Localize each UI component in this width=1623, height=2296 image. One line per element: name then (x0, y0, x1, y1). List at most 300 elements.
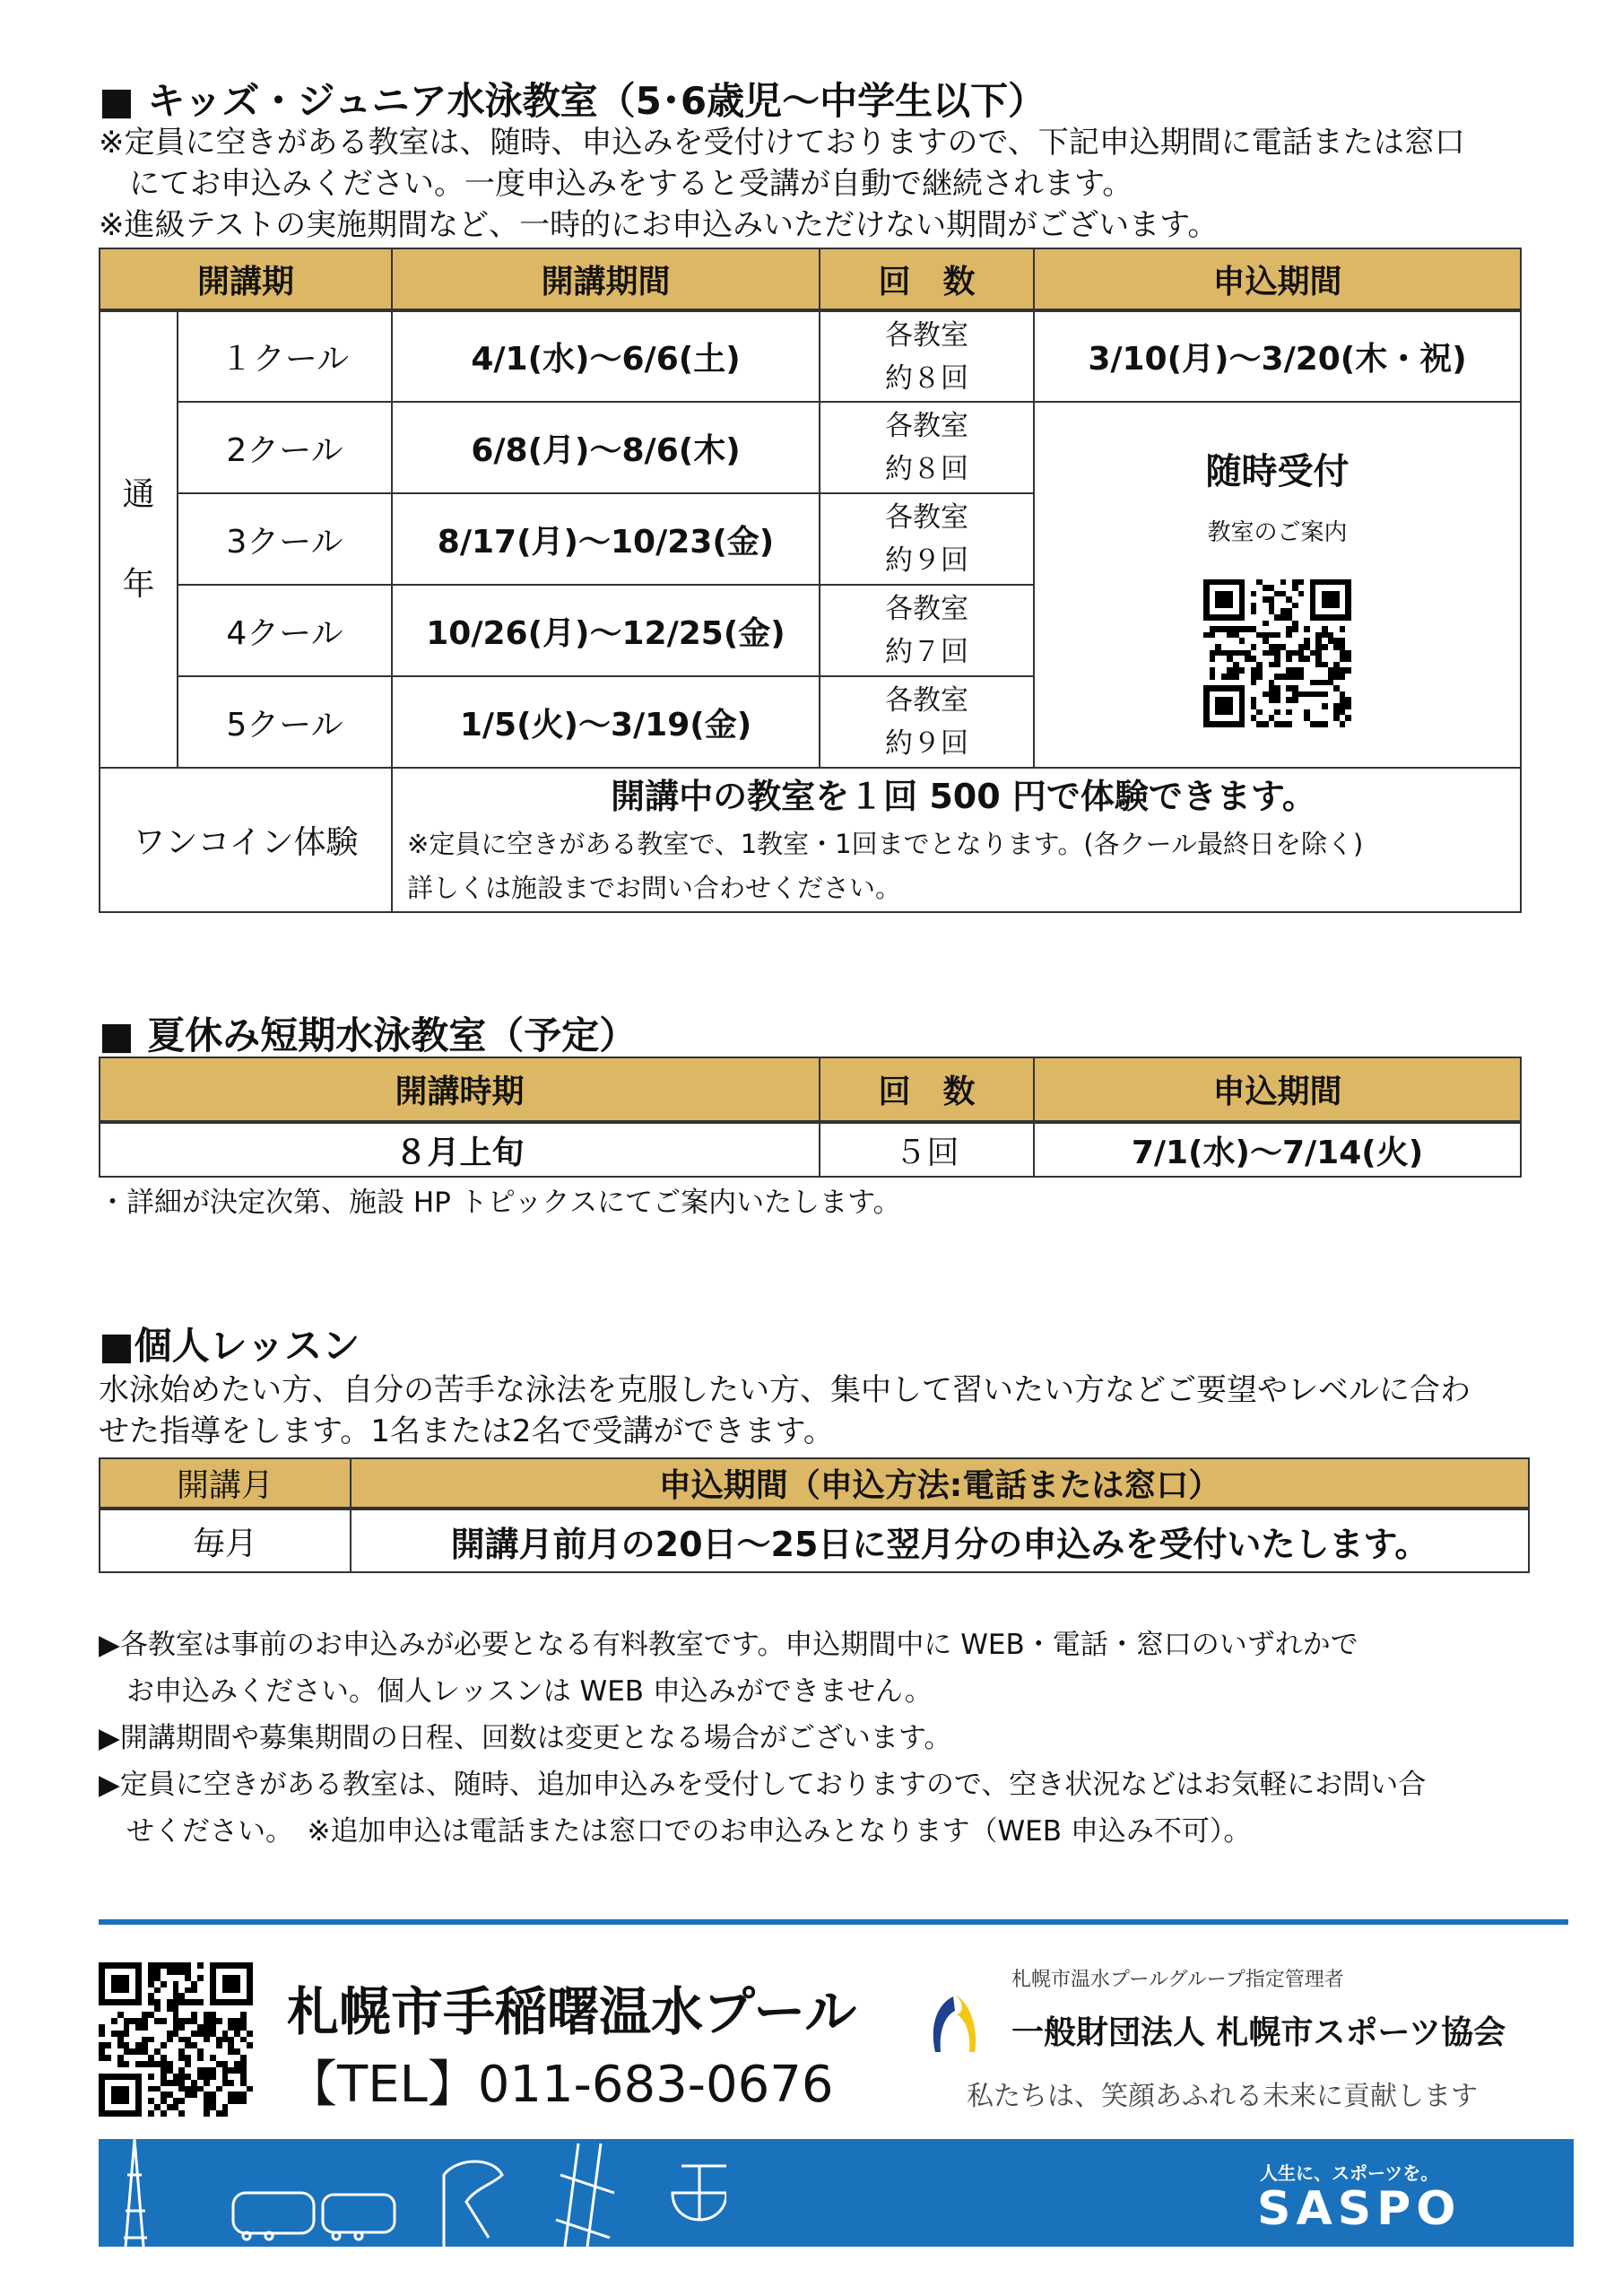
qr-module (228, 1962, 234, 1969)
qr-module (173, 2005, 179, 2012)
qr-module (204, 2098, 210, 2104)
qr-module (1315, 691, 1322, 698)
one-coin-note: ※定員に空きがある教室で、1教室・1回までとなります。(各クール最終日を除く) (407, 828, 1364, 859)
qr-module (1269, 644, 1275, 650)
qr-module (247, 1999, 253, 2005)
qr-module (234, 2024, 240, 2031)
qr-module (129, 1975, 135, 1981)
qr-module (1333, 626, 1340, 632)
qr-module (1245, 638, 1251, 644)
qr-module (1227, 614, 1233, 621)
qr-module (148, 2012, 154, 2018)
qr-module (197, 2048, 204, 2055)
qr-module (204, 2037, 210, 2043)
qr-module (1274, 691, 1280, 698)
qr-module (173, 2086, 179, 2092)
qr-module (173, 2037, 179, 2043)
qr-module (124, 2110, 130, 2117)
qr-module (1345, 614, 1351, 621)
qr-module (1227, 608, 1233, 614)
qr-module (1263, 680, 1269, 686)
qr-module (1233, 715, 1239, 721)
qr-module (178, 2018, 185, 2024)
qr-module (1203, 703, 1210, 709)
qr-module (111, 2074, 117, 2080)
qr-module (1328, 591, 1334, 597)
qr-module (1203, 709, 1210, 716)
qr-module (197, 1987, 204, 1994)
qr-module (222, 1975, 229, 1981)
qr-module (240, 2024, 247, 2031)
qr-module (1221, 674, 1228, 680)
qr-module (1304, 632, 1310, 639)
qr-module (185, 2031, 191, 2037)
qr-module (1256, 703, 1263, 709)
qr-module (247, 2055, 253, 2061)
qr-module (154, 2005, 161, 2012)
qr-module (185, 2098, 191, 2104)
qr-module (204, 2086, 210, 2092)
qr-module (117, 2110, 124, 2117)
qr-module (1256, 644, 1263, 650)
qr-module (129, 2042, 135, 2048)
qr-module (142, 2024, 148, 2031)
qr-module (142, 2080, 148, 2086)
qr-module (1286, 591, 1292, 597)
qr-module (135, 2098, 142, 2104)
qr-module (1333, 721, 1340, 727)
qr-module (1274, 596, 1280, 603)
qr-module (1239, 709, 1245, 716)
qr-module (1251, 697, 1257, 703)
qr-module (161, 1962, 167, 1969)
qr-module (1245, 614, 1251, 621)
qr-module (210, 1962, 216, 1969)
qr-module (135, 1993, 142, 1999)
qr-module (129, 2024, 135, 2031)
qr-module (1286, 632, 1292, 639)
qr-module (129, 2104, 135, 2110)
qr-module (1304, 579, 1310, 586)
qr-module (1256, 674, 1263, 680)
qr-module (1322, 626, 1328, 632)
qr-module (1315, 644, 1322, 650)
qr-module (197, 1999, 204, 2005)
qr-module (1310, 603, 1316, 609)
qr-module (1345, 662, 1351, 668)
qr-module (167, 1975, 173, 1981)
qr-module (1315, 667, 1322, 674)
qr-module (105, 1999, 111, 2005)
qr-module (1251, 638, 1257, 644)
qr-module (1340, 667, 1346, 674)
qr-module (1345, 626, 1351, 632)
qr-module (191, 2005, 197, 2012)
qr-module (111, 1981, 117, 1987)
qr-module (1256, 596, 1263, 603)
qr-module (1245, 626, 1251, 632)
qr-module (99, 1999, 105, 2005)
qr-module (1210, 656, 1216, 662)
qr-module (185, 2055, 191, 2061)
qr-module (1322, 591, 1328, 597)
qr-module (1292, 662, 1298, 668)
qr-module (167, 2104, 173, 2110)
qr-module (1345, 621, 1351, 627)
qr-module (1328, 662, 1334, 668)
qr-module (228, 2080, 234, 2086)
qr-module (111, 2086, 117, 2092)
qr-module (210, 1969, 216, 1975)
qr-module (124, 2055, 130, 2061)
qr-module (178, 1962, 185, 1969)
qr-module (1227, 709, 1233, 716)
qr-module (1256, 603, 1263, 609)
qr-module (1239, 632, 1245, 639)
qr-module (216, 2110, 222, 2117)
qr-module (1322, 650, 1328, 657)
qr-module (1227, 591, 1233, 597)
qr-module (1340, 632, 1346, 639)
qr-module (1263, 585, 1269, 591)
qr-module (1274, 685, 1280, 691)
qr-module (185, 1969, 191, 1975)
qr-module (222, 2092, 229, 2098)
qr-module (1322, 632, 1328, 639)
qr-module (1203, 621, 1210, 627)
qr-module (1251, 591, 1257, 597)
qr-module (154, 2074, 161, 2080)
qr-module (216, 1969, 222, 1975)
qr-module (222, 2098, 229, 2104)
qr-module (1233, 591, 1239, 597)
qr-module (1286, 603, 1292, 609)
qr-module (1269, 626, 1275, 632)
anytime-label: 随時受付 (1205, 450, 1350, 492)
qr-module (1227, 703, 1233, 709)
qr-module (161, 2098, 167, 2104)
term: ８月上旬 (100, 1122, 820, 1177)
private-desc-1: 水泳始めたい方、自分の苦手な泳法を克服したい方、集中して習いたい方などご要望やレベルに合わ (99, 1372, 1471, 1408)
qr-module (178, 2092, 185, 2098)
qr-module (1310, 697, 1316, 703)
qr-module (1322, 579, 1328, 586)
qr-module (1233, 585, 1239, 591)
qr-module (178, 2104, 185, 2110)
qr-module (191, 2042, 197, 2048)
qr-module (1280, 626, 1287, 632)
qr-module (142, 2104, 148, 2110)
qr-module (1280, 632, 1287, 639)
qr-module (99, 2037, 105, 2043)
qr-module (1322, 656, 1328, 662)
col-term: 開講時期 (100, 1057, 820, 1122)
col-apply: 申込期間 (1034, 1057, 1521, 1122)
facility-tel[interactable]: 【TEL】011-683-0676 (287, 2056, 834, 2114)
qr-module (1286, 656, 1292, 662)
qr-module (1215, 644, 1221, 650)
qr-module (1269, 621, 1275, 627)
qr-module (135, 2031, 142, 2037)
qr-module (191, 1999, 197, 2005)
qr-module (111, 2042, 117, 2048)
qr-module (167, 2086, 173, 2092)
qr-module (117, 2055, 124, 2061)
qr-module (124, 2061, 130, 2067)
qr-module (1298, 667, 1305, 674)
qr-module (1263, 667, 1269, 674)
qr-module (216, 2037, 222, 2043)
qr-module (1315, 721, 1322, 727)
qr-module (1263, 691, 1269, 698)
footer-qr-code[interactable] (99, 1962, 253, 2117)
qr-module (99, 1969, 105, 1975)
qr-module (1245, 697, 1251, 703)
qr-module (197, 2042, 204, 2048)
qr-module (135, 2048, 142, 2055)
qr-module (154, 2086, 161, 2092)
qr-module (1263, 685, 1269, 691)
qr-module (247, 2061, 253, 2067)
qr-module (99, 2092, 105, 2098)
qr-module (216, 1962, 222, 1969)
qr-module (1215, 650, 1221, 657)
qr-module (185, 2110, 191, 2117)
qr-module (1304, 674, 1310, 680)
qr-module (1251, 667, 1257, 674)
qr-module (1227, 644, 1233, 650)
qr-module (1298, 703, 1305, 709)
qr-module (1210, 674, 1216, 680)
qr-module (154, 2024, 161, 2031)
qr-module (1233, 691, 1239, 698)
qr-module (1203, 603, 1210, 609)
qr-module (1322, 667, 1328, 674)
qr-module (216, 2024, 222, 2031)
qr-module (1245, 691, 1251, 698)
qr-module (167, 2042, 173, 2048)
qr-module (1203, 596, 1210, 603)
qr-module (240, 1981, 247, 1987)
qr-module (1292, 721, 1298, 727)
qr-module (1239, 680, 1245, 686)
qr-module (1345, 674, 1351, 680)
qr-module (1251, 608, 1257, 614)
qr-module (1292, 667, 1298, 674)
qr-module (105, 2104, 111, 2110)
qr-module (1215, 621, 1221, 627)
qr-module (1210, 662, 1216, 668)
qr-module (111, 1975, 117, 1981)
qr-module (117, 2005, 124, 2012)
qr-module (129, 1987, 135, 1994)
qr-module (154, 1987, 161, 1994)
qr-module (240, 2092, 247, 2098)
qr-module (1304, 721, 1310, 727)
qr-module (154, 2067, 161, 2074)
qr-module (173, 2018, 179, 2024)
qr-module (1292, 697, 1298, 703)
qr-module (234, 2012, 240, 2018)
qr-module (247, 2098, 253, 2104)
qr-module (1210, 632, 1216, 639)
qr-module (234, 2104, 240, 2110)
qr-module (99, 2012, 105, 2018)
qr-module (1322, 662, 1328, 668)
qr-module (161, 2061, 167, 2067)
qr-module (1239, 667, 1245, 674)
qr-module (1340, 614, 1346, 621)
qr-module (167, 2018, 173, 2024)
qr-module (1203, 626, 1210, 632)
qr-module (234, 1999, 240, 2005)
qr-module (1315, 585, 1322, 591)
qr-module (197, 2104, 204, 2110)
qr-module (247, 2037, 253, 2043)
qr-module (1310, 608, 1316, 614)
period: 6/8(月)～8/6(木) (392, 402, 820, 493)
qr-module (240, 2086, 247, 2092)
qr-module (135, 2055, 142, 2061)
qr-module (216, 2031, 222, 2037)
qr-module (173, 2024, 179, 2031)
qr-module (1274, 626, 1280, 632)
qr-module (228, 2005, 234, 2012)
qr-module (1274, 603, 1280, 609)
qr-module (99, 2086, 105, 2092)
kids-note-3: ※進級テストの実施期間など、一時的にお申込みいただけない期間がございます。 (99, 207, 1219, 243)
qr-module (234, 2086, 240, 2092)
qr-module (1298, 591, 1305, 597)
qr-module (1221, 596, 1228, 603)
qr-module (210, 2024, 216, 2031)
qr-module (1340, 650, 1346, 657)
qr-module (222, 2005, 229, 2012)
qr-module (240, 2061, 247, 2067)
qr-module (161, 2092, 167, 2098)
qr-module (1322, 638, 1328, 644)
qr-module (111, 1969, 117, 1975)
qr-module (1263, 721, 1269, 727)
qr-module (240, 1999, 247, 2005)
qr-module (1315, 608, 1322, 614)
qr-module (1292, 691, 1298, 698)
qr-module (1333, 644, 1340, 650)
qr-module (216, 2005, 222, 2012)
one-coin-detail (392, 768, 1521, 912)
qr-module (191, 2048, 197, 2055)
qr-module (1286, 667, 1292, 674)
qr-module (117, 2061, 124, 2067)
qr-module (105, 2055, 111, 2061)
qr-module (111, 2080, 117, 2086)
qr-module (222, 2110, 229, 2117)
qr-module (234, 2080, 240, 2086)
qr-module (154, 2104, 161, 2110)
qr-module (222, 1987, 229, 1994)
qr-module (154, 1993, 161, 1999)
qr-module (1251, 596, 1257, 603)
period: 8/17(月)～10/23(金) (392, 493, 820, 585)
qr-module (1304, 656, 1310, 662)
qr-module (1251, 703, 1257, 709)
qr-module (1315, 703, 1322, 709)
qr-module (234, 2005, 240, 2012)
qr-module (210, 1975, 216, 1981)
qr-module (124, 2024, 130, 2031)
qr-module (117, 2018, 124, 2024)
qr-module (222, 1999, 229, 2005)
qr-module (1298, 638, 1305, 644)
qr-module (1263, 579, 1269, 586)
qr-module (1280, 644, 1287, 650)
qr-module (1345, 715, 1351, 721)
qr-code[interactable] (1203, 579, 1351, 727)
apply-period: 7/1(水)～7/14(火) (1034, 1122, 1521, 1177)
count: 各教室 約９回 (820, 676, 1034, 768)
qr-module (197, 2074, 204, 2080)
qr-module (1292, 674, 1298, 680)
qr-module (105, 2098, 111, 2104)
qr-module (1251, 644, 1257, 650)
qr-module (1239, 715, 1245, 721)
qr-module (222, 2037, 229, 2043)
qr-module (173, 2012, 179, 2018)
qr-module (1221, 591, 1228, 597)
qr-module (178, 1987, 185, 1994)
qr-module (1345, 703, 1351, 709)
qr-module (210, 2031, 216, 2037)
term: １クール (178, 310, 392, 402)
qr-module (1345, 638, 1351, 644)
qr-module (1233, 703, 1239, 709)
qr-module (105, 2031, 111, 2037)
qr-module (105, 2080, 111, 2086)
anytime-cell (1034, 402, 1521, 768)
qr-module (1215, 603, 1221, 609)
qr-module (185, 2061, 191, 2067)
qr-module (1274, 697, 1280, 703)
qr-module (178, 2110, 185, 2117)
qr-module (1328, 709, 1334, 716)
qr-module (129, 2080, 135, 2086)
qr-module (124, 2092, 130, 2098)
qr-module (117, 2074, 124, 2080)
qr-module (240, 1993, 247, 1999)
qr-module (1263, 621, 1269, 627)
qr-module (142, 1969, 148, 1975)
qr-module (210, 1993, 216, 1999)
qr-module (197, 2061, 204, 2067)
qr-module (1227, 680, 1233, 686)
qr-module (1322, 614, 1328, 621)
qr-module (154, 2055, 161, 2061)
qr-module (1210, 650, 1216, 657)
qr-module (1310, 721, 1316, 727)
qr-module (1286, 650, 1292, 657)
year-round-label: 通 年 (100, 310, 178, 768)
qr-module (216, 2067, 222, 2074)
qr-module (210, 2080, 216, 2086)
qr-module (124, 1987, 130, 1994)
qr-module (1315, 680, 1322, 686)
qr-module (1210, 715, 1216, 721)
qr-module (148, 1962, 154, 1969)
qr-module (142, 1987, 148, 1994)
qr-module (1280, 585, 1287, 591)
qr-module (1322, 691, 1328, 698)
qr-module (1227, 603, 1233, 609)
